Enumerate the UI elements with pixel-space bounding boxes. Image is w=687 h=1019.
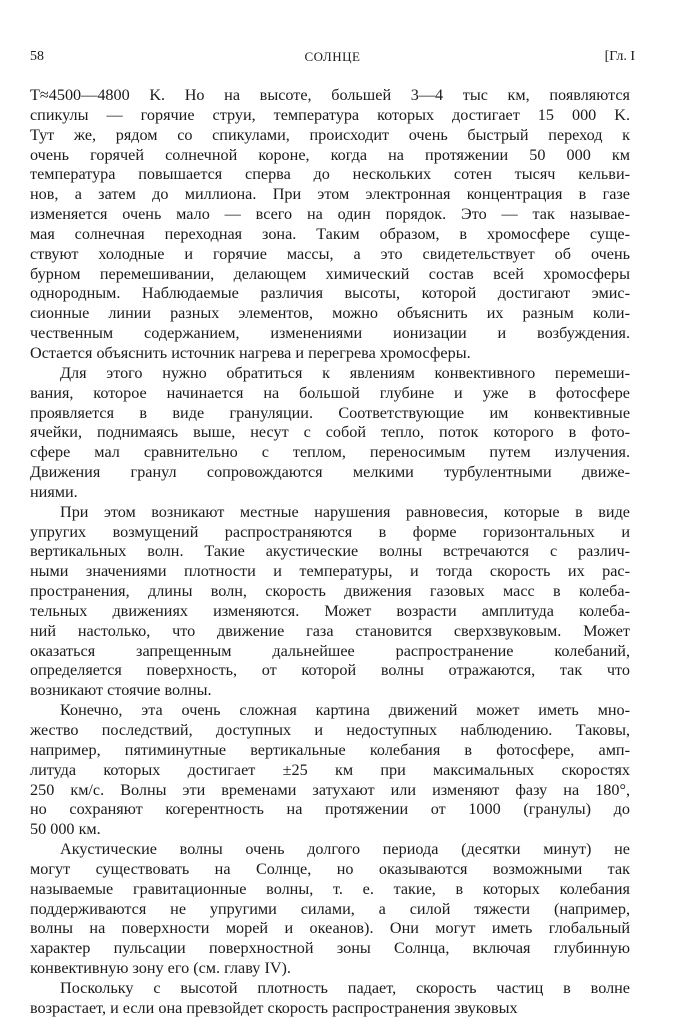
text-line: Поскольку с высотой плотность падает, скорость частиц в волне xyxy=(60,978,630,997)
text-line: чественным содержанием, изменениями ионизации и возбуждения. xyxy=(30,324,630,343)
text-line: например, пятиминутные вертикальные колебания в фотосфере, амп- xyxy=(30,740,630,759)
text-line: сионные линии разных элементов, можно объяснить их разным коли- xyxy=(30,304,630,323)
text-line: ными значениями плотности и температуры, и тогда скорость их рас- xyxy=(30,562,630,581)
text-line: 50 000 км. xyxy=(30,820,101,839)
text-line: поддерживаются не упругими силами, а силой тяжести (например, xyxy=(30,899,630,918)
text-line: бурном перемешивании, делающем химический состав всей хромосферы xyxy=(30,264,630,283)
text-line: вертикальных волн. Такие акустические волны встречаются с различ- xyxy=(30,542,630,561)
text-line: характер пульсации поверхностной зоны Солнца, включая глубинную xyxy=(30,939,630,958)
text-line: возникают стоячие волны. xyxy=(30,681,212,700)
text-line: При этом возникают местные нарушения равновесия, которые в виде xyxy=(60,502,630,521)
text-line: сфере мал сравнительно с теплом, переносимым путем излучения. xyxy=(30,443,630,462)
paragraph xyxy=(30,701,630,840)
text-line: Остается объяснить источник нагрева и перегрева хромосферы. xyxy=(30,343,471,362)
text-line: определяется поверхность, от которой волны отражаются, так что xyxy=(30,661,630,680)
text-line: называемые гравитационные волны, т. е. такие, в которых колебания xyxy=(30,879,630,898)
page-number: 58 xyxy=(30,49,44,64)
paragraph xyxy=(30,503,630,701)
body-text xyxy=(30,86,630,1019)
text-line: пространения, длины волн, скорость движения газовых масс в колеба- xyxy=(30,582,630,601)
text-line: возрастает, и если она превзойдет скорость распространения звуковых xyxy=(30,998,518,1017)
text-line: литуда которых достигает ±25 км при максимальных скоростях xyxy=(30,760,630,779)
text-line: мая солнечная переходная зона. Таким образом, в хромосфере суще- xyxy=(30,224,630,243)
text-line: упругих возмущений распространяются в форме горизонтальных и xyxy=(30,522,630,541)
text-line: очень горячей солнечной короне, когда на протяжении 50 000 км xyxy=(30,145,630,164)
text-line: T≈4500—4800 K. Но на высоте, большей 3—4 тыс км, появляются xyxy=(30,86,630,104)
text-line: Тут же, рядом со спикулами, происходит очень быстрый переход к xyxy=(30,125,630,144)
text-line: температура повышается сперва до нескольких сотен тысяч кельви- xyxy=(30,165,630,184)
paragraph xyxy=(30,840,630,979)
text-line: оказаться запрещенным дальнейшее распространение колебаний, xyxy=(30,641,630,660)
text-line: жество последствий, доступных и недоступных наблюдению. Таковы, xyxy=(30,721,630,739)
text-line: спикулы — горячие струи, температура которых достигает 15 000 K. xyxy=(30,105,630,124)
text-line: проявляется в виде грануляции. Соответствующие им конвективные xyxy=(30,403,630,422)
running-title: СОЛНЦЕ xyxy=(304,49,361,64)
paragraph xyxy=(30,364,630,503)
chapter-label: [Гл. I xyxy=(604,49,635,64)
text-line: Конечно, эта очень сложная картина движений может иметь мно- xyxy=(60,701,630,720)
text-line: 250 км/с. Волны эти временами затухают или изменяют фазу на 180°, xyxy=(30,780,630,799)
text-line: тельных движениях изменяются. Может возрасти амплитуда колеба- xyxy=(30,601,630,620)
text-line: конвективную зону его (см. главу IV). xyxy=(30,959,291,978)
text-line: но сохраняют когерентность на протяжении от 1000 (гранулы) до xyxy=(30,800,630,819)
text-line: ниями. xyxy=(30,482,78,501)
paragraph xyxy=(30,979,630,1019)
text-line: ячейки, поднимаясь выше, несут с собой тепло, поток которого в фото- xyxy=(30,423,630,442)
text-line: волны на поверхности морей и океанов). Они могут иметь глобальный xyxy=(30,919,630,938)
text-line: ствуют холодные и горячие массы, а это свидетельствует об очень xyxy=(30,244,630,263)
text-line: Для этого нужно обратиться к явлениям конвективного перемеши- xyxy=(60,363,630,382)
paragraph xyxy=(30,86,630,364)
text-line: ний настолько, что движение газа становится сверхзвуковым. Может xyxy=(30,621,630,640)
text-line: могут существовать на Солнце, но оказываются возможными так xyxy=(30,859,630,878)
page-header xyxy=(30,49,635,71)
text-line: Движения гранул сопровождаются мелкими турбулентными движе- xyxy=(30,463,630,482)
text-line: изменяется очень мало — всего на один порядок. Это — так называе- xyxy=(30,205,630,224)
text-line: вания, которое начинается на большой глубине и уже в фотосфере xyxy=(30,383,630,402)
text-line: Акустические волны очень долгого периода (десятки минут) не xyxy=(60,840,630,859)
text-line: нов, а затем до миллиона. При этом электронная концентрация в газе xyxy=(30,185,630,204)
text-line: однородным. Наблюдаемые различия высоты, которой достигают эмис- xyxy=(30,284,630,303)
